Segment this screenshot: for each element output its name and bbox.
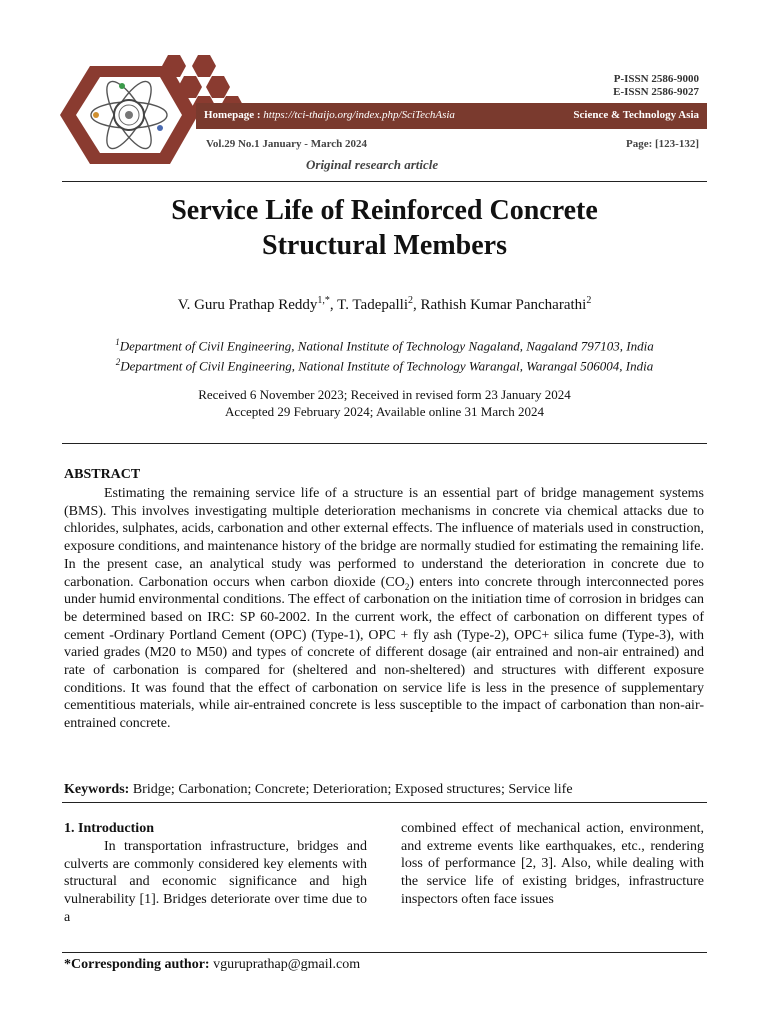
dates-accepted: Accepted 29 February 2024; Available online 31 March 2024 bbox=[225, 404, 544, 419]
author-separator: , bbox=[329, 297, 338, 313]
keywords-rule bbox=[62, 802, 707, 803]
introduction-heading: 1. Introduction bbox=[64, 821, 154, 836]
corresponding-author bbox=[64, 957, 360, 973]
author-1: V. Guru Prathap Reddy bbox=[177, 297, 318, 313]
homepage-link[interactable]: https://tci-thaijo.org/index.php/SciTechAsia bbox=[263, 109, 455, 121]
title-line-2: Structural Members bbox=[262, 230, 507, 261]
abstract-heading: ABSTRACT bbox=[64, 467, 141, 482]
dates-received: Received 6 November 2023; Received in revised form 23 January 2024 bbox=[198, 387, 571, 402]
dates-rule bbox=[62, 443, 707, 444]
introduction-column-2: combined effect of mechanical action, environment, and extreme events like earthquakes, etc., rendering loss of performance [2, 3]. Also, while dealing with the service life of existing bridges, infrastructure inspectors often face issues bbox=[401, 821, 704, 907]
volume-info: Vol.29 No.1 January - March 2024 bbox=[206, 138, 368, 150]
affiliation-1-text: Department of Civil Engineering, National Institute of Technology Nagaland, Nagaland 797103, India bbox=[119, 338, 654, 354]
abstract-part-1: Estimating the remaining service life of a structure is an essential part of bridge management systems (BMS). This involves investigating multiple deterioration mechanisms in concrete via chemical attacks due to chlorides, sulphates, acids, carbonation and other external effects. The influence of materials used in construction, exposure conditions, and maintenance history of the bridge are normally studied for estimating the remaining life. In the present case, an analytical study was performed to understand the deterioration in concrete due to carbonation. Carbonation occurs when carbon dioxide (CO bbox=[64, 486, 704, 590]
affiliation-2 bbox=[62, 354, 707, 374]
keywords-label: Keywords: bbox=[64, 782, 130, 797]
article-dates bbox=[62, 386, 707, 420]
footnote-rule bbox=[62, 952, 707, 953]
article-type: Original research article bbox=[306, 157, 439, 172]
header-rule bbox=[62, 181, 707, 182]
keywords-text: Bridge; Carbonation; Concrete; Deterioration; Exposed structures; Service life bbox=[129, 782, 573, 797]
e-issn: E-ISSN 2586-9027 bbox=[613, 86, 699, 98]
author-separator: , bbox=[413, 297, 421, 313]
author-2-sup: 2 bbox=[408, 295, 414, 306]
introduction-column-1: In transportation infrastructure, bridges and culverts are commonly considered key elements with structural and economic significance and high vulnerability [1]. Bridges deteriorate over time due to a bbox=[64, 839, 367, 925]
affiliation-2-sup: 2 bbox=[115, 357, 121, 368]
author-3-sup: 2 bbox=[586, 295, 592, 306]
author-1-sup: 1,* bbox=[317, 295, 330, 306]
article-title bbox=[62, 193, 707, 263]
author-2: T. Tadepalli bbox=[337, 297, 409, 313]
abstract-text bbox=[64, 485, 704, 733]
corresponding-email[interactable]: vguruprathap@gmail.com bbox=[209, 957, 361, 972]
affiliation-1-sup: 1 bbox=[115, 337, 120, 347]
affiliation-1 bbox=[62, 334, 707, 354]
author-list bbox=[62, 295, 707, 314]
page-range: Page: [123-132] bbox=[625, 138, 699, 150]
title-line-1: Service Life of Reinforced Concrete bbox=[171, 195, 598, 226]
homepage bbox=[204, 109, 455, 121]
journal-name: Science & Technology Asia bbox=[573, 109, 699, 121]
corresponding-label: *Corresponding author: bbox=[64, 957, 210, 972]
keywords bbox=[64, 782, 573, 798]
abstract-part-2: ) enters into concrete through interconnected pores under humid environmental conditions. The effect of carbonation on the initiation time of corrosion in bridges can be determined based on IRC: SP 60-2002. In the current work, the effect of carbonation on different types of cement -Ordinary Portland Cement (OPC) (Type-1), OPC + fly ash (Type-2), OPC+ silica fume (Type-3), with varied grades (M20 to M50) and types of concrete of different dosage (air entrained and non-air entrained) and rate of carbonation is compared for (sheltered and non-sheltered) and structures with different exposure conditions. It was found that the effect of carbonation on service life is less in the presence of supplementary cementitious materials, while air-entrained concrete is less susceptible to the impact of carbonation than non-air-entrained concrete. bbox=[64, 574, 704, 732]
homepage-label: Homepage : bbox=[204, 109, 261, 121]
header-bar bbox=[196, 103, 707, 129]
affiliations bbox=[62, 334, 707, 375]
abstract-subscript: 2 bbox=[404, 581, 410, 592]
affiliation-2-text: Department of Civil Engineering, National Institute of Technology Warangal, Warangal 506004, India bbox=[120, 358, 654, 374]
author-3: Rathish Kumar Pancharathi bbox=[420, 297, 587, 313]
p-issn: P-ISSN 2586-9000 bbox=[613, 73, 699, 85]
